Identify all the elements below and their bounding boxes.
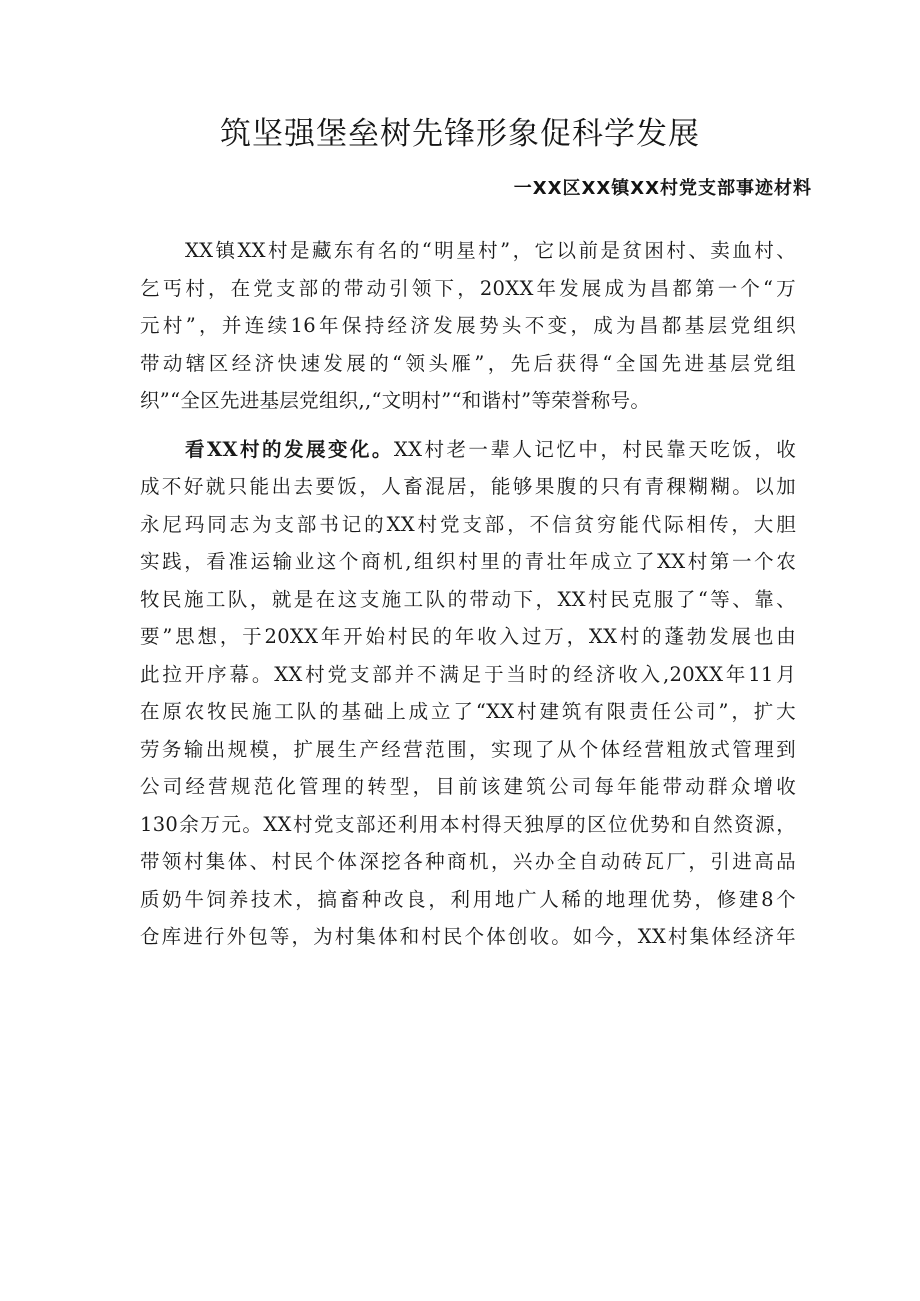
- paragraph-line: 质奶牛饲养技术，搞畜种改良，利用地广人稀的地理优势，修建8个: [140, 887, 796, 911]
- paragraph-line: 织”“全区先进基层党组织,,“文明村”“和谐村”等荣誉称号。: [140, 389, 651, 412]
- paragraph-line: 公司经营规范化管理的转型，目前该建筑公司每年能带动群众增收: [140, 775, 796, 798]
- paragraph-line: [140, 431, 796, 469]
- paragraph-line: 带动辖区经济快速发展的“领头雁”，先后获得“全国先进基层党组: [140, 351, 796, 375]
- paragraph-line: 牧民施工队，就是在这支施工队的带动下，XX村民克服了“等、靠、: [140, 587, 796, 611]
- paragraph-line: XX镇XX村是藏东有名的“明星村”，它以前是贫困村、卖血村、: [185, 239, 796, 262]
- paragraph-line: 在原农牧民施工队的基础上成立了“XX村建筑有限责任公司”，扩大: [140, 700, 796, 723]
- paragraph-line: 130余万元。XX村党支部还利用本村得天独厚的区位优势和自然资源，: [140, 812, 796, 836]
- paragraph-line: 乞丐村，在党支部的带动引领下，20XX年发展成为昌都第一个“万: [140, 276, 796, 300]
- paragraph-line: 实践，看准运输业这个商机,组织村里的青壮年成立了XX村第一个农: [140, 550, 796, 573]
- paragraph-line: 永尼玛同志为支部书记的XX村党支部，不信贫穷能代际相传，大胆: [140, 512, 796, 536]
- paragraph-line: 成不好就只能出去要饭，人畜混居，能够果腹的只有青稞糊糊。以加: [140, 475, 796, 498]
- paragraph-line: 此拉开序幕。XX村党支部并不满足于当时的经济收入,20XX年11月: [140, 662, 796, 686]
- paragraph-lead: 看XX村的发展变化。: [185, 437, 394, 461]
- document-body: [140, 232, 796, 956]
- paragraph-2: [140, 431, 796, 956]
- document-title: 筑坚强堡垒树先锋形象促科学发展: [220, 116, 700, 152]
- paragraph-line: 仓库进行外包等，为村集体和村民个体创收。如今，XX村集体经济年: [140, 925, 796, 948]
- paragraph-line: 劳务输出规模，扩展生产经营范围，实现了从个体经营粗放式管理到: [140, 737, 796, 761]
- paragraph-line-text: XX村老一辈人记忆中，村民靠天吃饭，收: [393, 437, 797, 461]
- document-subtitle: 一XX区XX镇XX村党支部事迹材料: [513, 178, 812, 199]
- paragraph-line: 元村”，并连续16年保持经济发展势头不变，成为昌都基层党组织: [140, 314, 796, 337]
- paragraph-1: [140, 232, 796, 420]
- paragraph-line: 要”思想，于20XX年开始村民的年收入过万，XX村的蓬勃发展也由: [140, 625, 796, 648]
- paragraph-line: 带领村集体、村民个体深挖各种商机，兴办全自动砖瓦厂，引进高品: [140, 850, 796, 873]
- paragraph-gap: [140, 420, 796, 431]
